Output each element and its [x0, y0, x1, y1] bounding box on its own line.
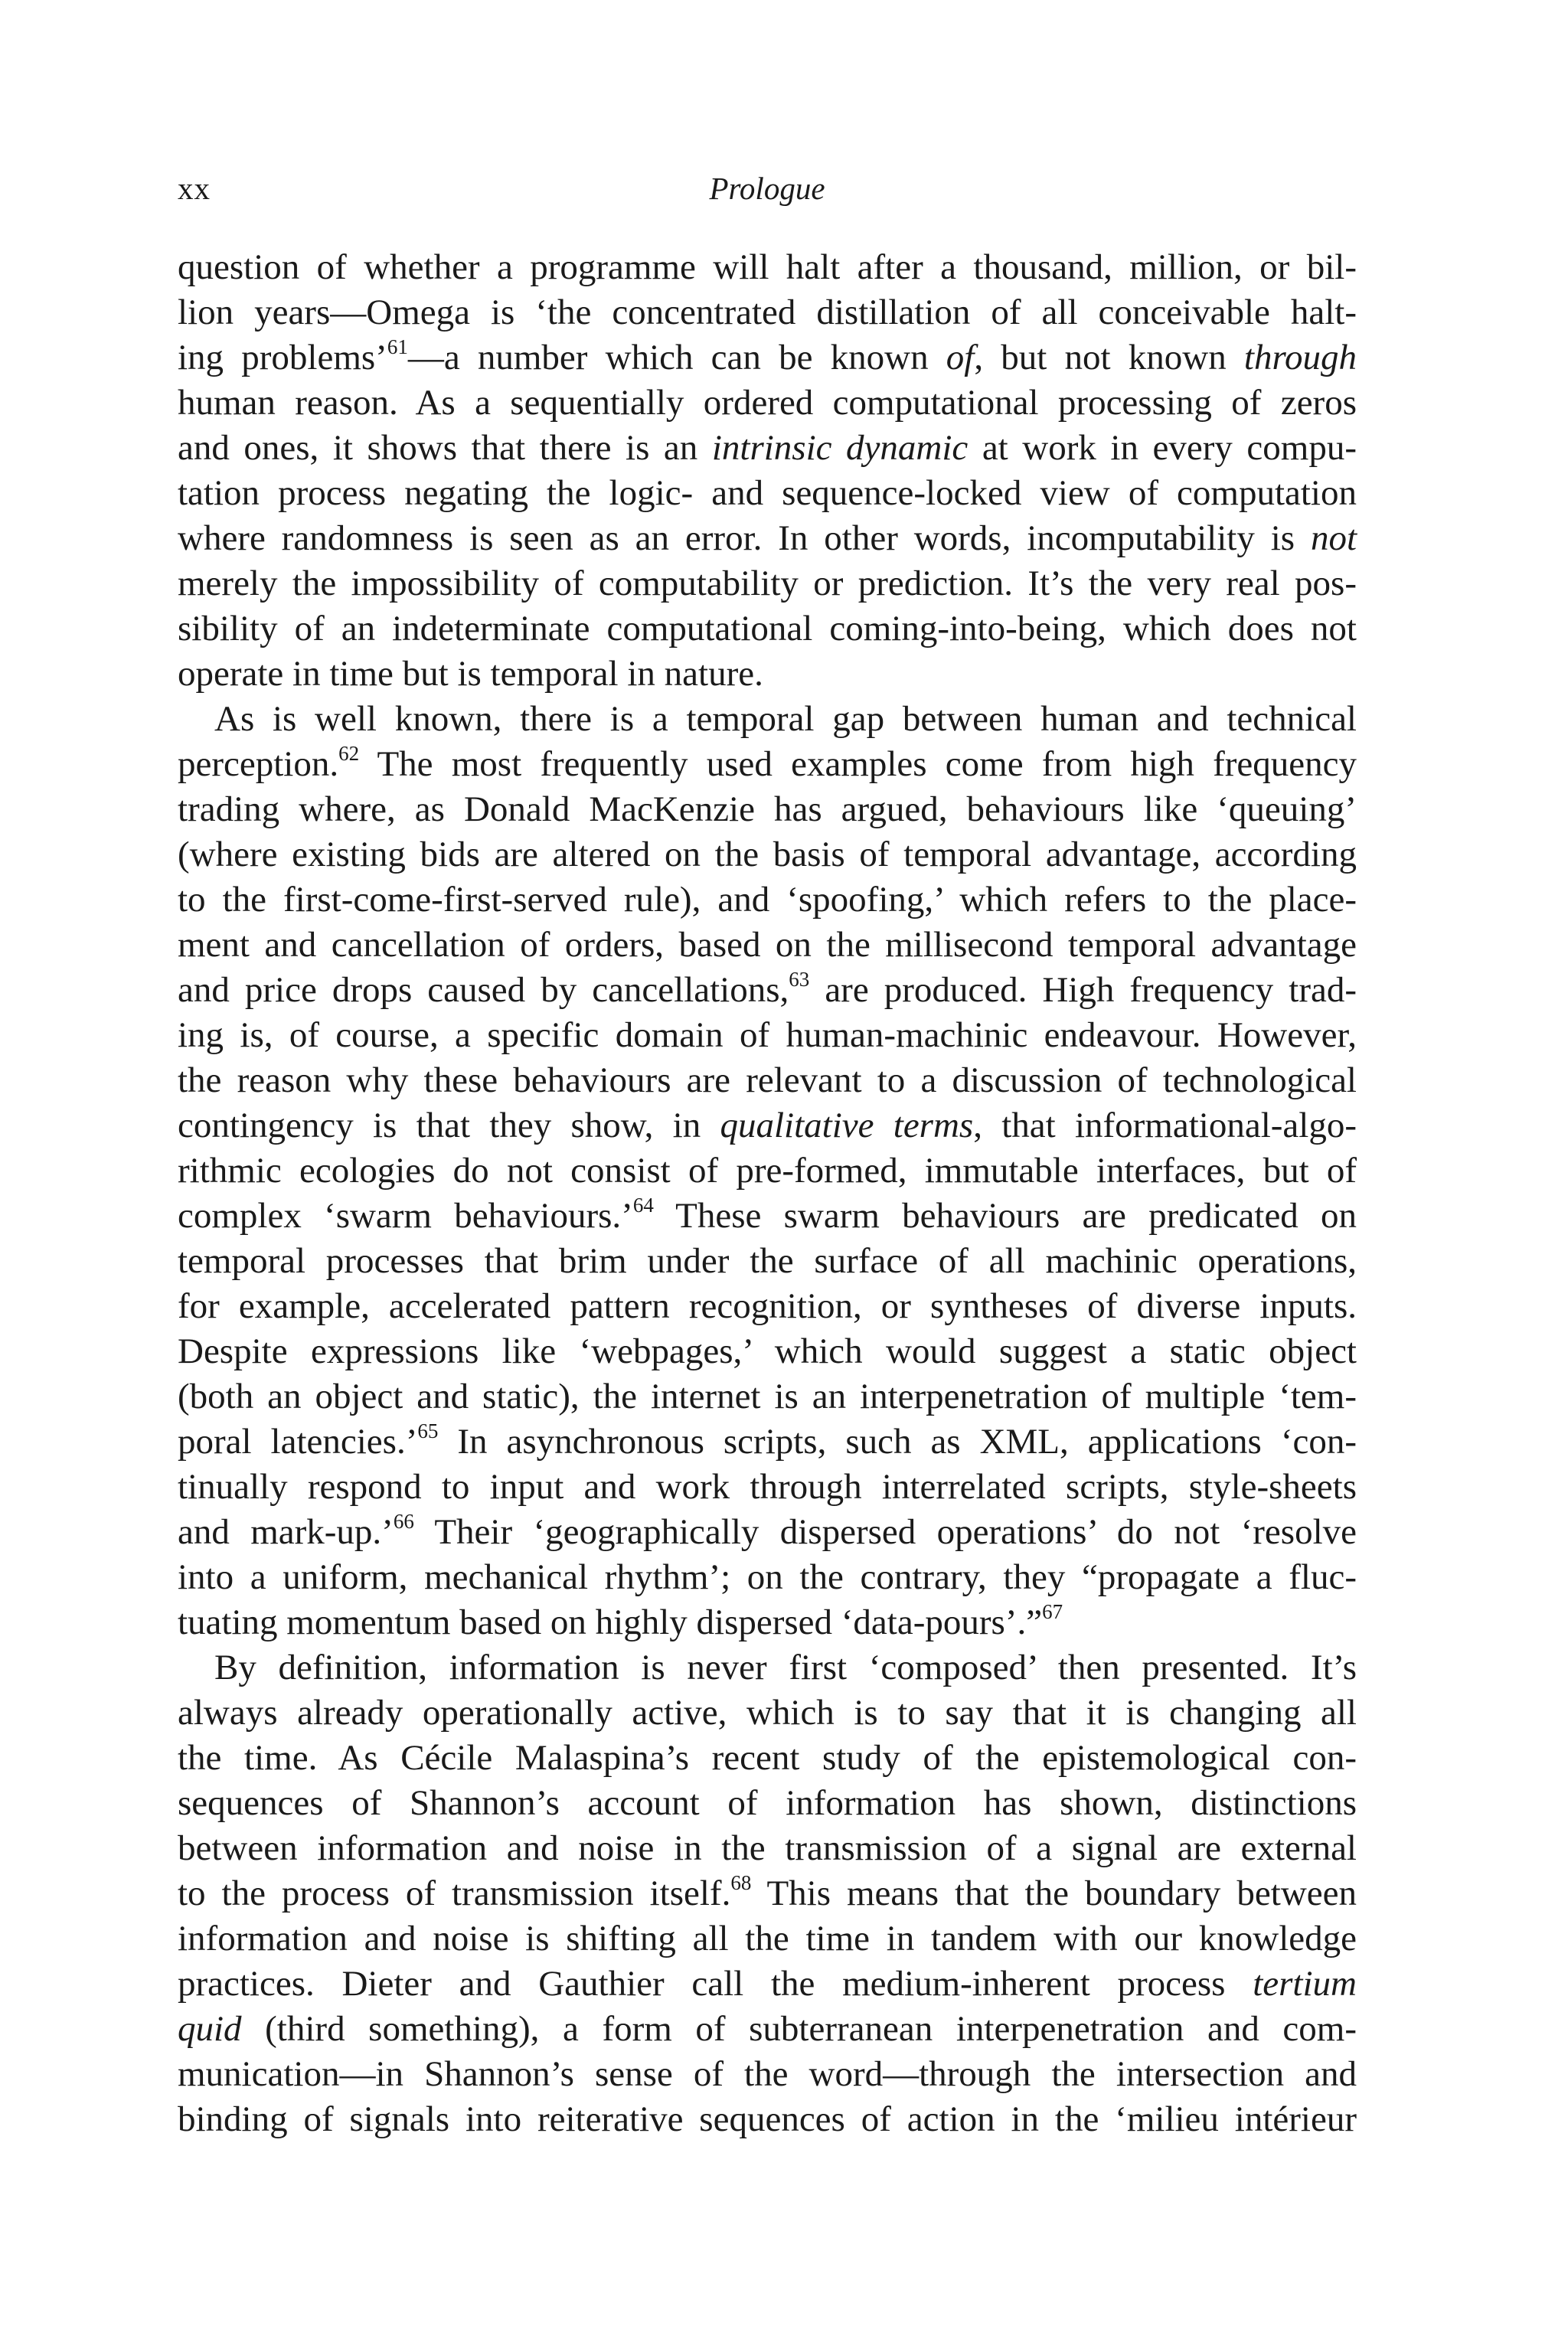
text-run: to the process of transmission itself.	[178, 1873, 731, 1913]
text-run: ing is, of course, a specific domain of human-machinic endeavour. However,	[178, 1015, 1357, 1055]
text-run: rithmic ecologies do not consist of pre-formed, immutable interfaces, but of	[178, 1151, 1357, 1191]
text-run: tation process negating the logic- and sequence-locked view of computation	[178, 473, 1357, 513]
text-run: where randomness is seen as an error. In other words, incomputability is	[178, 518, 1311, 558]
text-line	[178, 335, 1357, 381]
text-line	[178, 1239, 1357, 1284]
footnote-ref: 68	[730, 1871, 752, 1894]
text-line	[178, 1013, 1357, 1058]
text-run: By definition, information is never first ‘composed’ then presented. It’s	[214, 1648, 1357, 1687]
text-run: Their ‘geographically dispersed operations’ do not ‘resolve	[413, 1512, 1357, 1552]
text-line	[178, 1510, 1357, 1555]
text-run: and ones, it shows that there is an	[178, 428, 712, 468]
text-line	[178, 1194, 1357, 1239]
text-line	[178, 245, 1357, 290]
italic-text: of	[946, 338, 975, 377]
text-run: The most frequently used examples come from high frequency	[359, 744, 1357, 784]
text-run: operate in time but is temporal in nature.	[178, 654, 763, 694]
text-line	[178, 1826, 1357, 1871]
text-run: temporal processes that brim under the surface of all machinic operations,	[178, 1241, 1357, 1281]
text-line	[178, 1736, 1357, 1781]
book-page	[178, 0, 1357, 2352]
text-run: sequences of Shannon’s account of information has shown, distinctions	[178, 1783, 1357, 1823]
text-run: , but not known	[974, 338, 1244, 377]
italic-text: qualitative terms	[720, 1106, 974, 1145]
text-run: between information and noise in the transmission of a signal are external	[178, 1828, 1357, 1868]
italic-text: tertium	[1253, 1964, 1357, 2004]
text-line	[178, 2097, 1357, 2142]
text-line	[178, 1374, 1357, 1419]
text-line	[178, 1329, 1357, 1374]
text-run: and price drops caused by cancellations,	[178, 970, 789, 1010]
text-run: contingency is that they show, in	[178, 1106, 720, 1145]
footnote-ref: 65	[417, 1419, 439, 1442]
text-line	[178, 968, 1357, 1013]
text-run: (where existing bids are altered on the basis of temporal advantage, according	[178, 835, 1357, 874]
text-line	[178, 1148, 1357, 1194]
text-line	[178, 516, 1357, 561]
text-run: sibility of an indeterminate computational coming-into-being, which does not	[178, 609, 1357, 648]
text-run: information and noise is shifting all the time in tandem with our knowledge	[178, 1919, 1357, 1958]
text-line	[178, 1058, 1357, 1103]
text-run: trading where, as Donald MacKenzie has argued, behaviours like ‘queuing’	[178, 789, 1357, 829]
text-line	[178, 1103, 1357, 1148]
text-line	[178, 471, 1357, 516]
italic-text: not	[1310, 518, 1357, 558]
text-run: to the first-come-first-served rule), and ‘spoofing,’ which refers to the place-	[178, 880, 1357, 920]
text-line	[178, 652, 1357, 697]
text-run: the time. As Cécile Malaspina’s recent study of the epistemological con-	[178, 1738, 1357, 1778]
text-run: question of whether a programme will halt after a thousand, million, or bil-	[178, 247, 1357, 287]
text-line	[178, 1871, 1357, 1916]
text-run: binding of signals into reiterative sequences of action in the ‘milieu intérieur	[178, 2099, 1357, 2139]
text-line	[178, 290, 1357, 335]
text-line	[178, 561, 1357, 606]
text-line	[178, 381, 1357, 426]
text-line	[178, 697, 1357, 742]
text-line	[178, 877, 1357, 923]
text-line	[178, 1645, 1357, 1690]
running-head	[178, 165, 1357, 211]
text-run: , that informational-algo-	[973, 1106, 1357, 1145]
text-line	[178, 742, 1357, 787]
italic-text: quid	[178, 2009, 242, 2049]
text-run: lion years—Omega is ‘the concentrated distillation of all conceivable halt-	[178, 292, 1357, 332]
paragraph	[178, 1645, 1357, 2142]
text-run: the reason why these behaviours are relevant to a discussion of technological	[178, 1060, 1357, 1100]
text-run: practices. Dieter and Gauthier call the medium-inherent process	[178, 1964, 1253, 2004]
text-run: This means that the boundary between	[751, 1873, 1357, 1913]
text-line	[178, 606, 1357, 652]
text-line	[178, 787, 1357, 832]
text-line	[178, 1555, 1357, 1600]
text-line	[178, 1690, 1357, 1736]
text-run: Despite expressions like ‘webpages,’ which would suggest a static object	[178, 1331, 1357, 1371]
text-run: ing problems’	[178, 338, 387, 377]
paragraph	[178, 245, 1357, 697]
text-run: tuating momentum based on highly dispersed ‘data-pours’.”	[178, 1602, 1043, 1642]
text-line	[178, 2007, 1357, 2052]
text-line	[178, 923, 1357, 968]
text-run: at work in every compu-	[968, 428, 1357, 468]
footnote-ref: 61	[387, 335, 408, 358]
text-run: merely the impossibility of computability or prediction. It’s the very real pos-	[178, 564, 1357, 603]
paragraph	[178, 697, 1357, 1645]
text-run: In asynchronous scripts, such as XML, applications ‘con-	[438, 1422, 1357, 1462]
text-line	[178, 2052, 1357, 2097]
text-run: human reason. As a sequentially ordered computational processing of zeros	[178, 383, 1357, 423]
text-run: and mark-up.’	[178, 1512, 394, 1552]
text-run: complex ‘swarm behaviours.’	[178, 1196, 633, 1236]
text-line	[178, 1916, 1357, 1962]
italic-text: through	[1243, 338, 1357, 377]
text-run: munication—in Shannon’s sense of the word—through the intersection and	[178, 2054, 1357, 2094]
text-run: perception.	[178, 744, 339, 784]
text-run: for example, accelerated pattern recognition, or syntheses of diverse inputs.	[178, 1286, 1357, 1326]
text-line	[178, 1284, 1357, 1329]
text-run: These swarm behaviours are predicated on	[653, 1196, 1357, 1236]
text-run: ment and cancellation of orders, based on the millisecond temporal advantage	[178, 925, 1357, 965]
footnote-ref: 64	[632, 1194, 654, 1217]
text-run: into a uniform, mechanical rhythm’; on the contrary, they “propagate a fluc-	[178, 1557, 1357, 1597]
body-text	[178, 245, 1357, 2142]
text-line	[178, 832, 1357, 877]
text-line	[178, 426, 1357, 471]
italic-text: intrinsic dynamic	[711, 428, 969, 468]
text-line	[178, 1962, 1357, 2007]
text-run: As is well known, there is a temporal gap between human and technical	[214, 699, 1357, 739]
footnote-ref: 66	[393, 1510, 414, 1533]
text-line	[178, 1419, 1357, 1465]
footnote-ref: 62	[338, 742, 360, 765]
text-line	[178, 1600, 1357, 1645]
page-number: xx	[178, 171, 211, 206]
text-line	[178, 1465, 1357, 1510]
text-run: always already operationally active, which is to say that it is changing all	[178, 1693, 1357, 1733]
footnote-ref: 63	[789, 968, 810, 991]
text-run: tinually respond to input and work through interrelated scripts, style-sheets	[178, 1467, 1357, 1507]
text-run: (both an object and static), the internet is an interpenetration of multiple ‘tem-	[178, 1377, 1357, 1416]
text-run: (third something), a form of subterranean interpenetration and com-	[241, 2009, 1357, 2049]
running-title: Prologue	[709, 171, 825, 206]
text-run: poral latencies.’	[178, 1422, 418, 1462]
text-run: are produced. High frequency trad-	[809, 970, 1357, 1010]
text-run: —a number which can be known	[407, 338, 946, 377]
footnote-ref: 67	[1042, 1600, 1063, 1623]
text-line	[178, 1781, 1357, 1826]
